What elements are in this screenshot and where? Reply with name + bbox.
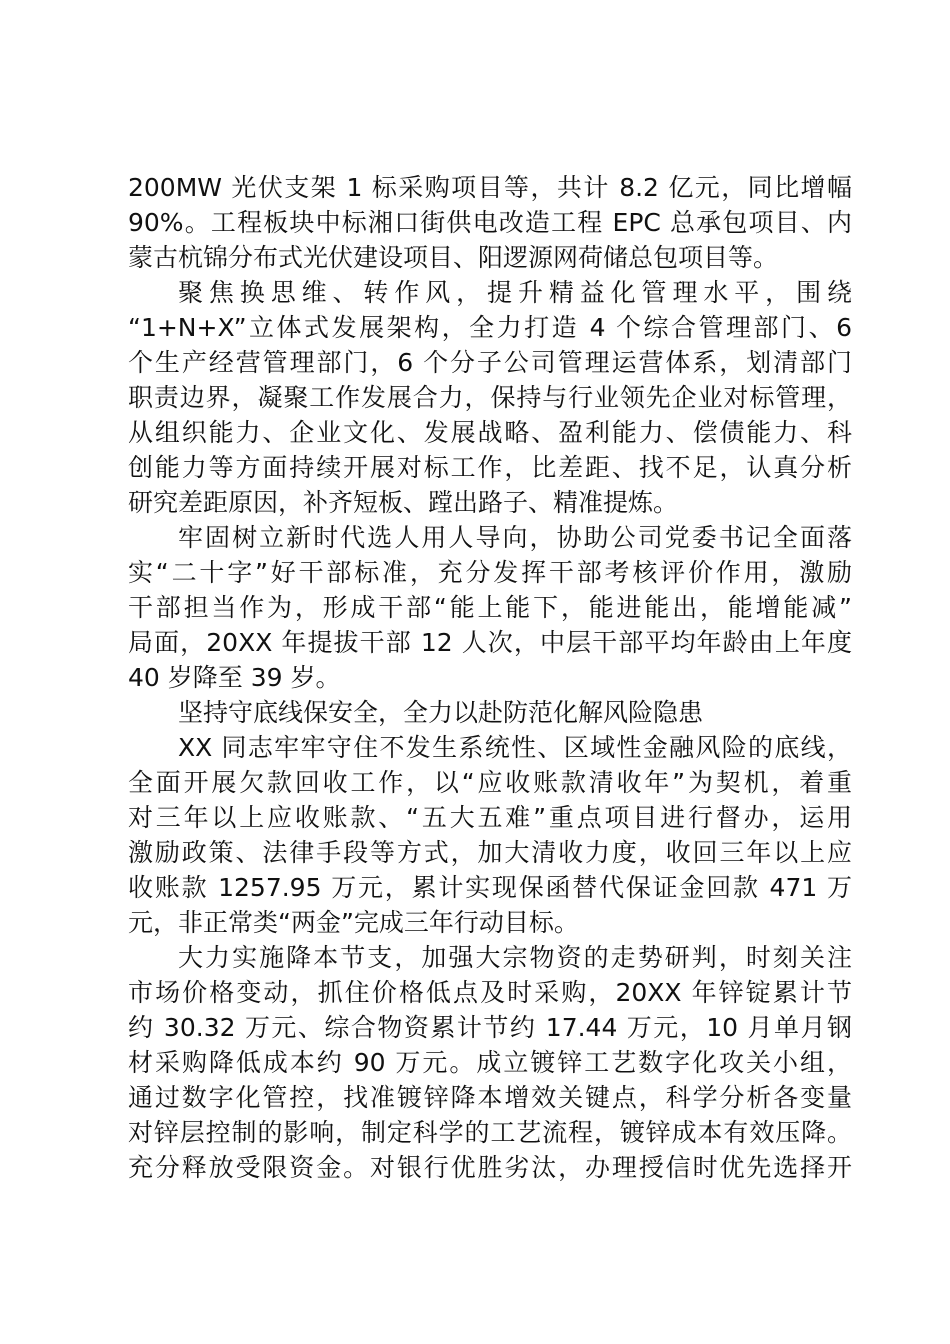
text-line: 牢固树立新时代选人用人导向，协助公司党委书记全面落 [178, 523, 852, 552]
paragraph [128, 940, 852, 1185]
text-line: 大力实施降本节支，加强大宗物资的走势研判，时刻关注 [178, 943, 852, 972]
text-line: 全面开展欠款回收工作，以“应收账款清收年”为契机，着重 [128, 768, 852, 797]
text-line: 坚持守底线保安全，全力以赴防范化解风险隐患 [178, 698, 704, 727]
text-line: 激励政策、法律手段等方式，加大清收力度，收回三年以上应 [128, 838, 852, 867]
paragraph [128, 695, 852, 730]
text-line: 市场价格变动，抓住价格低点及时采购，20XX 年锌锭累计节 [128, 978, 852, 1007]
text-line: 约 30.32 万元、综合物资累计节约 17.44 万元，10 月单月钢 [128, 1013, 852, 1042]
text-line: 从组织能力、企业文化、发展战略、盈利能力、偿债能力、科 [128, 418, 852, 447]
text-line: 40 岁降至 39 岁。 [128, 663, 341, 692]
text-line: 蒙古杭锦分布式光伏建设项目、阳逻源网荷储总包项目等。 [128, 243, 779, 272]
text-line: 对三年以上应收账款、“五大五难”重点项目进行督办，运用 [128, 803, 852, 832]
text-line: “1+N+X”立体式发展架构，全力打造 4 个综合管理部门、6 [128, 313, 852, 342]
paragraph [128, 275, 852, 520]
text-line: 干部担当作为，形成干部“能上能下，能进能出，能增能减” [128, 593, 852, 622]
paragraph [128, 170, 852, 275]
text-line: 材采购降低成本约 90 万元。成立镀锌工艺数字化攻关小组， [128, 1048, 852, 1077]
text-line: 聚焦换思维、转作风，提升精益化管理水平，围绕 [178, 278, 852, 307]
text-line: 局面，20XX 年提拔干部 12 人次，中层干部平均年龄由上年度 [128, 628, 852, 657]
text-line: 对锌层控制的影响，制定科学的工艺流程，镀锌成本有效压降。 [128, 1118, 852, 1147]
paragraph [128, 520, 852, 695]
text-line: 实“二十字”好干部标准，充分发挥干部考核评价作用，激励 [128, 558, 852, 587]
text-line: 200MW 光伏支架 1 标采购项目等，共计 8.2 亿元，同比增幅 [128, 173, 852, 202]
text-line: 研究差距原因，补齐短板、蹚出路子、精准提炼。 [128, 488, 679, 517]
text-line: XX 同志牢牢守住不发生系统性、区域性金融风险的底线， [178, 733, 852, 762]
text-line: 通过数字化管控，找准镀锌降本增效关键点，科学分析各变量 [128, 1083, 852, 1112]
text-line: 元，非正常类“两金”完成三年行动目标。 [128, 908, 579, 937]
text-line: 收账款 1257.95 万元，累计实现保函替代保证金回款 471 万 [128, 873, 852, 902]
text-line: 职责边界，凝聚工作发展合力，保持与行业领先企业对标管理， [128, 383, 852, 412]
paragraph [128, 730, 852, 940]
text-line: 个生产经营管理部门，6 个分子公司管理运营体系，划清部门 [128, 348, 852, 377]
text-line: 充分释放受限资金。对银行优胜劣汰，办理授信时优先选择开 [128, 1153, 852, 1182]
text-line: 90%。工程板块中标湘口街供电改造工程 EPC 总承包项目、内 [128, 208, 852, 237]
document-body [128, 170, 852, 1185]
text-line: 创能力等方面持续开展对标工作，比差距、找不足，认真分析 [128, 453, 852, 482]
